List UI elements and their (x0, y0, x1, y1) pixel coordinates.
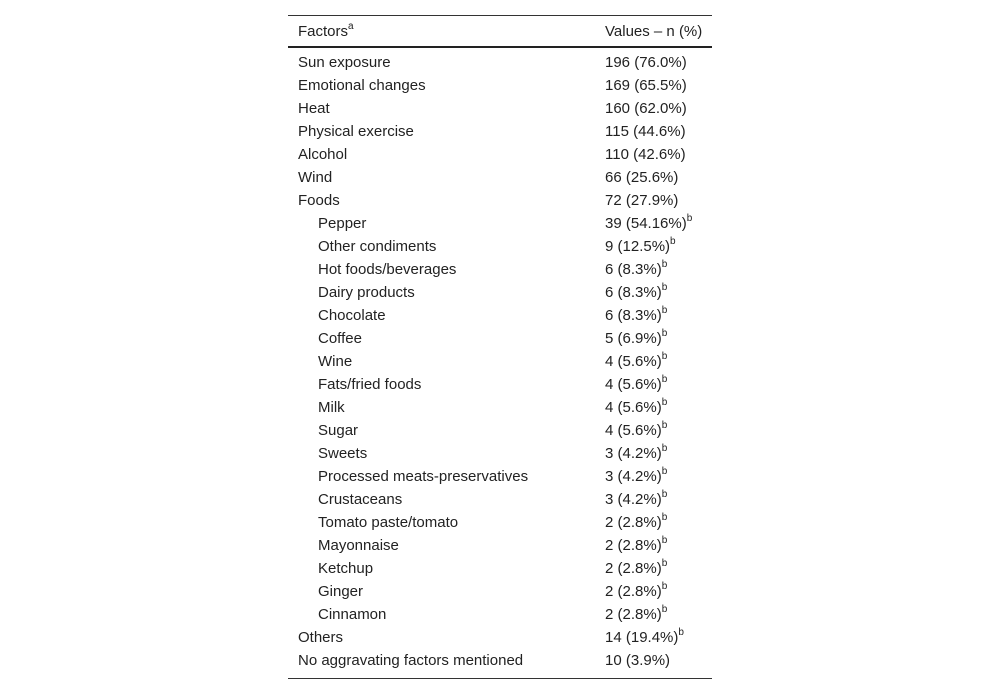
value-cell (605, 189, 712, 212)
table-row (288, 47, 712, 74)
table-row (288, 166, 712, 189)
value-cell (605, 47, 712, 74)
table-row (288, 534, 712, 557)
value-cell (605, 626, 712, 649)
value-cell (605, 603, 712, 626)
value-cell (605, 649, 712, 679)
value-text: 115 (44.6%) (605, 123, 686, 140)
value-cell (605, 534, 712, 557)
table-row (288, 143, 712, 166)
value-cell (605, 143, 712, 166)
factor-cell: Sweets (318, 445, 368, 462)
value-footnote-marker: b (661, 374, 668, 385)
value-footnote-marker: b (661, 558, 668, 569)
value-text: 14 (19.4%) (605, 629, 679, 646)
value-footnote-marker: b (661, 581, 668, 592)
table-row (288, 626, 712, 649)
value-text: 39 (54.16%) (605, 215, 687, 232)
table-row (288, 327, 712, 350)
table-row (288, 212, 712, 235)
factor-cell: Dairy products (318, 284, 415, 301)
value-text: 169 (65.5%) (605, 77, 687, 94)
table-row (288, 580, 712, 603)
value-text: 9 (12.5%) (605, 238, 671, 255)
header-factors-footnote: a (348, 20, 354, 32)
value-cell (605, 488, 712, 511)
value-cell (605, 166, 712, 189)
factor-cell: Other condiments (318, 238, 437, 255)
table-row (288, 373, 712, 396)
table-row (288, 281, 712, 304)
value-text: 6 (8.3%) (605, 307, 662, 324)
value-text: 196 (76.0%) (605, 54, 687, 71)
value-cell (605, 350, 712, 373)
factor-cell: Emotional changes (298, 77, 426, 94)
table-row (288, 304, 712, 327)
value-footnote-marker: b (661, 604, 668, 615)
value-text: 6 (8.3%) (605, 261, 662, 278)
value-footnote-marker: b (661, 328, 668, 339)
value-text: 2 (2.8%) (605, 560, 662, 577)
factor-cell: Physical exercise (298, 123, 414, 140)
factor-cell: Others (298, 629, 344, 646)
value-text: 160 (62.0%) (605, 100, 687, 117)
value-text: 2 (2.8%) (605, 583, 662, 600)
value-footnote-marker: b (661, 512, 668, 523)
value-footnote-marker: b (686, 213, 693, 224)
header-values: Values – n (%) (605, 22, 703, 40)
value-cell (605, 327, 712, 350)
table-row (288, 419, 712, 442)
table-row (288, 189, 712, 212)
factor-cell: Foods (298, 192, 340, 209)
value-cell (605, 442, 712, 465)
factor-cell: Wine (318, 353, 353, 370)
value-text: 3 (4.2%) (605, 491, 662, 508)
table-row (288, 120, 712, 143)
factor-cell: Pepper (318, 215, 367, 232)
table-row (288, 442, 712, 465)
table-row (288, 396, 712, 419)
value-text: 6 (8.3%) (605, 284, 662, 301)
value-text: 4 (5.6%) (605, 353, 662, 370)
value-footnote-marker: b (678, 627, 684, 638)
factor-cell: No aggravating factors mentioned (298, 652, 524, 669)
table-row (288, 465, 712, 488)
header-factors (288, 16, 605, 48)
value-text: 4 (5.6%) (605, 399, 662, 416)
value-text: 10 (3.9%) (605, 652, 671, 669)
value-text: 4 (5.6%) (605, 422, 662, 439)
table-row (288, 603, 712, 626)
value-cell (605, 212, 712, 235)
value-text: 3 (4.2%) (605, 468, 662, 485)
aggravating-factors-table (288, 15, 712, 679)
factor-cell: Sun exposure (298, 54, 391, 71)
factor-cell: Fats/fried foods (318, 376, 422, 393)
value-cell (605, 511, 712, 534)
value-footnote-marker: b (661, 282, 668, 293)
value-text: 72 (27.9%) (605, 192, 679, 209)
factor-cell: Hot foods/beverages (318, 261, 457, 278)
factor-cell: Milk (318, 399, 345, 416)
value-footnote-marker: b (661, 443, 668, 454)
value-cell (605, 74, 712, 97)
factor-cell: Crustaceans (318, 491, 403, 508)
value-cell (605, 97, 712, 120)
value-footnote-marker: b (661, 535, 668, 546)
table-row (288, 97, 712, 120)
factor-cell: Alcohol (298, 146, 348, 163)
value-footnote-marker: b (661, 420, 668, 431)
value-cell (605, 120, 712, 143)
value-text: 2 (2.8%) (605, 537, 662, 554)
table-row (288, 74, 712, 97)
factor-cell: Cinnamon (318, 606, 387, 623)
value-text: 5 (6.9%) (605, 330, 662, 347)
aggravating-factors-table-container (288, 15, 712, 679)
value-footnote-marker: b (661, 305, 668, 316)
value-cell (605, 580, 712, 603)
value-footnote-marker: b (661, 397, 668, 408)
value-text: 66 (25.6%) (605, 169, 679, 186)
table-body (288, 47, 712, 679)
value-cell (605, 396, 712, 419)
value-cell (605, 557, 712, 580)
factor-cell: Coffee (318, 330, 362, 347)
table-row (288, 258, 712, 281)
value-cell (605, 373, 712, 396)
table-row (288, 649, 712, 679)
value-cell (605, 258, 712, 281)
value-cell (605, 281, 712, 304)
value-footnote-marker: b (661, 466, 668, 477)
value-cell (605, 304, 712, 327)
value-footnote-marker: b (661, 351, 668, 362)
factor-cell: Ginger (318, 583, 364, 600)
table-header-row (288, 16, 712, 48)
table-row (288, 557, 712, 580)
table-row (288, 350, 712, 373)
table-row (288, 488, 712, 511)
value-footnote-marker: b (661, 489, 668, 500)
value-text: 2 (2.8%) (605, 514, 662, 531)
header-factors-label: Factors (298, 22, 349, 40)
value-text: 2 (2.8%) (605, 606, 662, 623)
factor-cell: Chocolate (318, 307, 386, 324)
value-text: 110 (42.6%) (605, 146, 686, 163)
factor-cell: Wind (298, 169, 333, 186)
factor-cell: Heat (298, 100, 330, 117)
value-cell (605, 465, 712, 488)
value-cell (605, 235, 712, 258)
factor-cell: Processed meats-preservatives (318, 468, 529, 485)
value-text: 4 (5.6%) (605, 376, 662, 393)
value-footnote-marker: b (661, 259, 668, 270)
factor-cell: Sugar (318, 422, 359, 439)
table-row (288, 235, 712, 258)
factor-cell: Tomato paste/tomato (318, 514, 459, 531)
value-text: 3 (4.2%) (605, 445, 662, 462)
value-cell (605, 419, 712, 442)
factor-cell: Ketchup (318, 560, 374, 577)
value-footnote-marker: b (670, 236, 676, 247)
factor-cell: Mayonnaise (318, 537, 399, 554)
table-row (288, 511, 712, 534)
